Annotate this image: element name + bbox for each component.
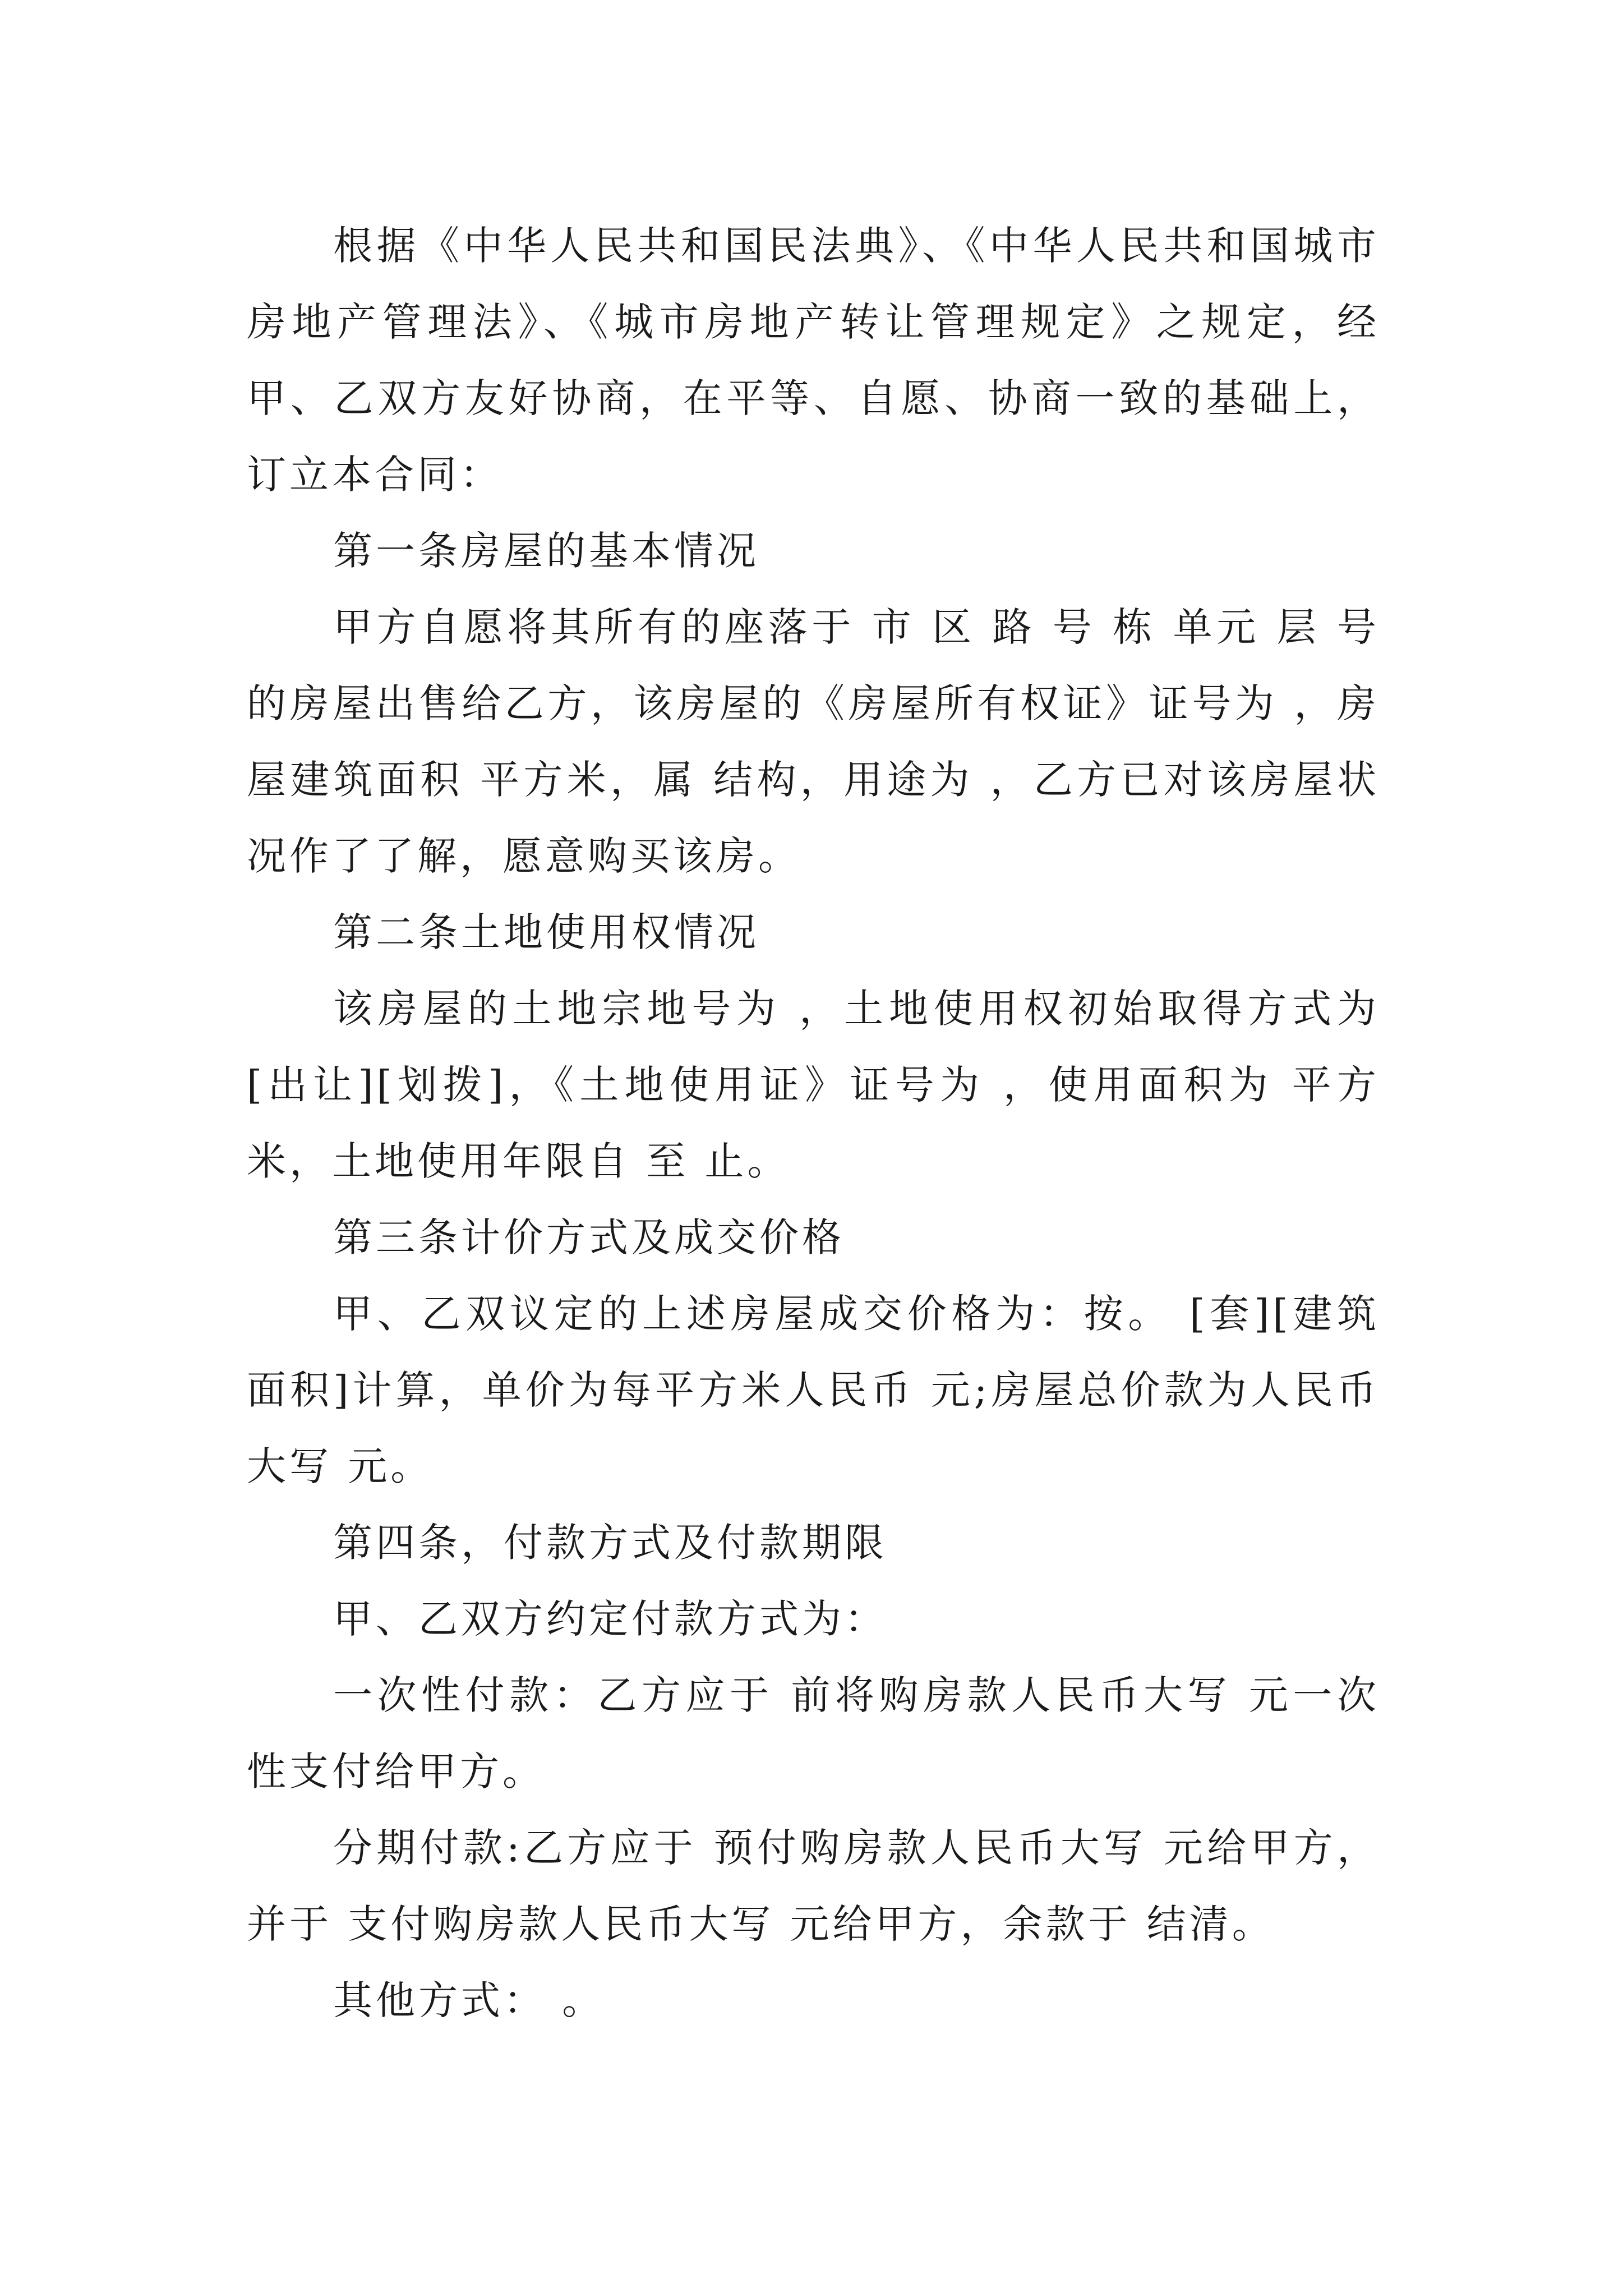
- article-2-heading: 第二条土地使用权情况: [333, 909, 759, 955]
- article-4-intro: 甲、乙双方约定付款方式为：: [333, 1596, 887, 1642]
- article-1-heading: 第一条房屋的基本情况: [333, 528, 759, 574]
- installment-payment: 分期付款:乙方应于 预付购房款人民币大写 元给甲方，并于 支付购房款人民币大写 元给甲方，余款于 结清。: [247, 1825, 1380, 1947]
- intro-paragraph: 根据《中华人民共和国民法典》、《中华人民共和国城市房地产管理法》、《城市房地产转让管理规定》之规定，经甲、乙双方友好协商，在平等、自愿、协商一致的基础上，订立本合同：: [247, 223, 1380, 498]
- article-4-heading: 第四条，付款方式及付款期限: [333, 1520, 887, 1566]
- other-payment: 其他方式： 。: [333, 1977, 605, 2023]
- article-1-body: 甲方自愿将其所有的座落于 市 区 路 号 栋 单元 层 号的房屋出售给乙方，该房屋的《房屋所有权证》证号为 ，房屋建筑面积 平方米，属 结构，用途为 ，乙方已对该房屋状况作了了解，愿意购买该房。: [247, 604, 1380, 879]
- article-2-body: 该房屋的土地宗地号为 ，土地使用权初始取得方式为[出让][划拨]，《土地使用证》证号为 ，使用面积为 平方米，土地使用年限自 至 止。: [247, 986, 1380, 1184]
- document-body: [247, 208, 1380, 2039]
- article-3-heading: 第三条计价方式及成交价格: [333, 1214, 845, 1260]
- lump-sum-payment: 一次性付款：乙方应于 前将购房款人民币大写 元一次性支付给甲方。: [247, 1672, 1380, 1795]
- article-3-body: 甲、乙双议定的上述房屋成交价格为：按。 [套][建筑面积]计算，单价为每平方米人民币 元;房屋总价款为人民币大写 元。: [247, 1291, 1380, 1489]
